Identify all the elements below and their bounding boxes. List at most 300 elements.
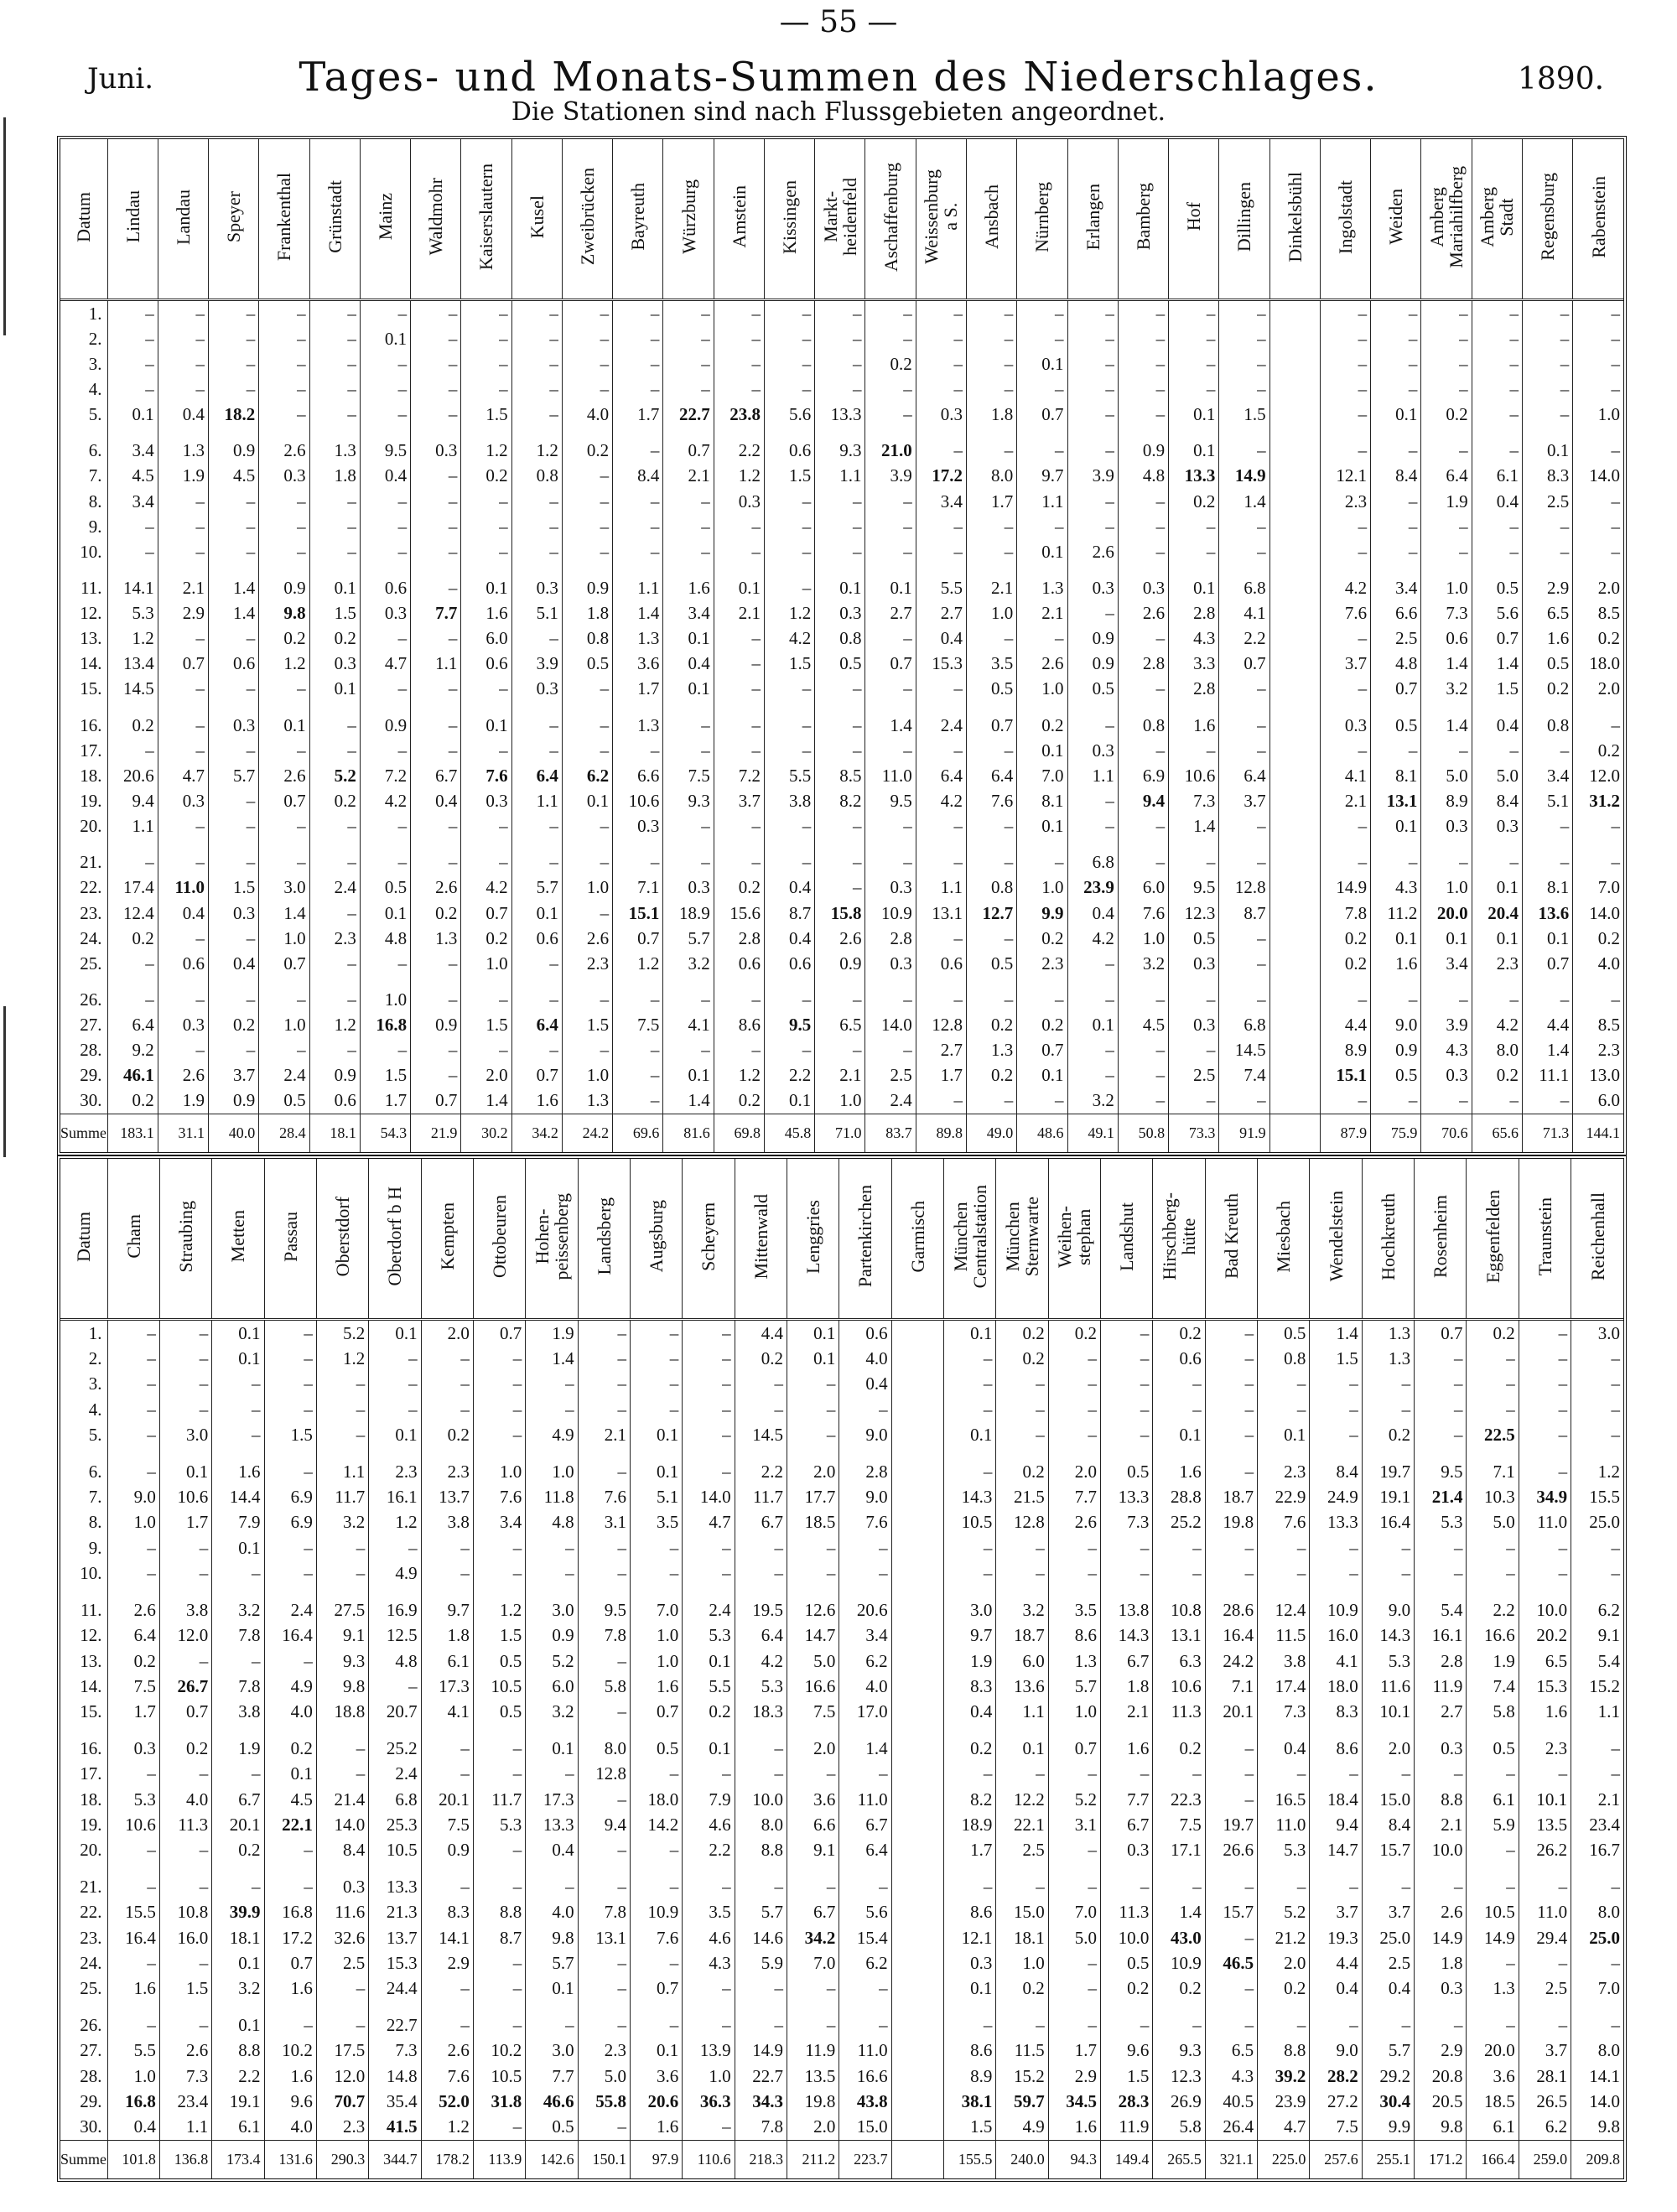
table-row xyxy=(60,1976,1623,2002)
precipitation-value: – xyxy=(309,489,360,514)
column-header-station xyxy=(421,1159,473,1320)
precipitation-value: 6.5 xyxy=(1205,2038,1257,2064)
precipitation-value: 0.2 xyxy=(1258,1976,1310,2002)
precipitation-value: – xyxy=(1169,514,1219,539)
precipitation-value: – xyxy=(787,2012,838,2038)
precipitation-value: – xyxy=(1101,1762,1153,1787)
spacer-cell xyxy=(1258,1448,1310,1459)
precipitation-value: – xyxy=(714,539,764,564)
precipitation-value: 0.2 xyxy=(309,626,360,652)
spacer-cell xyxy=(1269,427,1320,438)
spacer-cell xyxy=(562,564,612,575)
precipitation-value: – xyxy=(209,376,259,402)
precipitation-value: 1.1 xyxy=(1571,1699,1623,1724)
spacer-cell xyxy=(259,976,309,987)
precipitation-value: – xyxy=(212,1372,264,1397)
precipitation-value: – xyxy=(1371,300,1421,327)
precipitation-value: 20.2 xyxy=(1519,1623,1571,1649)
precipitation-value: – xyxy=(360,738,410,763)
precipitation-value: 4.4 xyxy=(1522,1013,1572,1038)
precipitation-value: 17.2 xyxy=(264,1925,316,1950)
precipitation-value: – xyxy=(764,326,814,351)
precipitation-value: – xyxy=(369,1397,421,1422)
spacer-cell xyxy=(663,839,714,850)
column-header-station xyxy=(209,139,259,300)
precipitation-value: 5.3 xyxy=(683,1623,735,1649)
spacer-cell xyxy=(916,702,966,713)
precipitation-value: – xyxy=(630,1397,682,1422)
precipitation-value: – xyxy=(360,351,410,376)
column-header-station xyxy=(1153,1159,1205,1320)
precipitation-value: 6.8 xyxy=(369,1787,421,1812)
precipitation-value: 19.1 xyxy=(1362,1485,1414,1510)
precipitation-value: – xyxy=(1415,1560,1467,1586)
column-header-station xyxy=(839,1159,891,1320)
day-label: 13. xyxy=(80,628,102,649)
spacer-cell xyxy=(1415,1725,1467,1736)
precipitation-value: – xyxy=(916,1088,966,1114)
precipitation-value: – xyxy=(967,850,1017,875)
precipitation-value: – xyxy=(1472,850,1522,875)
precipitation-value: 52.0 xyxy=(421,2089,473,2114)
precipitation-value: 0.1 xyxy=(212,1950,264,1976)
precipitation-value: 0.1 xyxy=(1472,875,1522,901)
precipitation-value: 7.6 xyxy=(421,2064,473,2089)
precipitation-value: 5.2 xyxy=(316,1320,368,1347)
precipitation-value: 16.4 xyxy=(107,1925,159,1950)
spacer-cell xyxy=(1415,2002,1467,2012)
precipitation-value: 13.3 xyxy=(1101,1485,1153,1510)
precipitation-value: – xyxy=(1310,2012,1362,2038)
spacer-cell xyxy=(1421,564,1472,575)
precipitation-value: – xyxy=(411,988,461,1013)
precipitation-value: 2.7 xyxy=(1415,1699,1467,1724)
monthly-sum: 183.1 xyxy=(107,1114,158,1152)
precipitation-value: – xyxy=(1320,1088,1370,1114)
precipitation-value: 0.3 xyxy=(259,464,309,489)
precipitation-value: – xyxy=(578,2115,630,2141)
precipitation-value: 25.2 xyxy=(369,1736,421,1761)
precipitation-value: 8.6 xyxy=(1310,1736,1362,1761)
spacer-cell xyxy=(1169,702,1219,713)
table-row xyxy=(60,376,1623,402)
precipitation-value: 8.7 xyxy=(764,901,814,926)
precipitation-value: 9.8 xyxy=(316,1674,368,1699)
precipitation-value: – xyxy=(1371,351,1421,376)
spacer-cell xyxy=(714,564,764,575)
precipitation-value: 4.7 xyxy=(1258,2115,1310,2141)
precipitation-value: 0.7 xyxy=(630,1699,682,1724)
spacer-cell xyxy=(360,702,410,713)
precipitation-value: 7.8 xyxy=(212,1674,264,1699)
precipitation-value: 18.0 xyxy=(1573,652,1623,677)
spacer-cell xyxy=(1519,1863,1571,1874)
precipitation-value: 26.7 xyxy=(159,1674,211,1699)
spacer-cell xyxy=(158,976,208,987)
station-name: Speyer xyxy=(223,190,245,243)
precipitation-value: 1.0 xyxy=(461,951,511,976)
precipitation-value xyxy=(1269,626,1320,652)
precipitation-value xyxy=(1269,514,1320,539)
precipitation-value: – xyxy=(683,1762,735,1787)
column-header-station xyxy=(865,139,916,300)
table-row xyxy=(60,1762,1623,1787)
table-row xyxy=(60,539,1623,564)
precipitation-value: 11.7 xyxy=(316,1485,368,1510)
precipitation-value: 5.5 xyxy=(764,763,814,788)
precipitation-value: – xyxy=(787,1560,838,1586)
spacer-cell xyxy=(916,976,966,987)
precipitation-value: – xyxy=(944,1372,996,1397)
precipitation-value: 11.6 xyxy=(1362,1674,1414,1699)
precipitation-value: – xyxy=(996,1397,1048,1422)
precipitation-value: – xyxy=(1205,1372,1257,1397)
precipitation-value: 6.1 xyxy=(1467,2115,1519,2141)
precipitation-value: 13.6 xyxy=(996,1674,1048,1699)
precipitation-value: 14.3 xyxy=(944,1485,996,1510)
monthly-sum: 321.1 xyxy=(1205,2140,1257,2178)
precipitation-value: 0.5 xyxy=(562,652,612,677)
precipitation-value: – xyxy=(1219,351,1269,376)
precipitation-value: 0.8 xyxy=(1258,1346,1310,1371)
precipitation-value: – xyxy=(264,1838,316,1863)
precipitation-value: 4.8 xyxy=(526,1510,578,1535)
precipitation-value: – xyxy=(1571,1736,1623,1761)
precipitation-value: 7.6 xyxy=(630,1925,682,1950)
monthly-sum: 171.2 xyxy=(1415,2140,1467,2178)
precipitation-value: – xyxy=(735,2012,787,2038)
precipitation-value: – xyxy=(1219,439,1269,464)
precipitation-value: – xyxy=(630,1560,682,1586)
precipitation-value: 2.5 xyxy=(1522,489,1572,514)
precipitation-value: 2.4 xyxy=(683,1597,735,1623)
precipitation-value: 7.9 xyxy=(683,1787,735,1812)
precipitation-value: 10.3 xyxy=(1467,1485,1519,1510)
precipitation-value: 14.0 xyxy=(316,1812,368,1837)
station-name: Rabenstein xyxy=(1587,175,1609,258)
precipitation-value: 1.5 xyxy=(264,1422,316,1447)
precipitation-value: 13.1 xyxy=(578,1925,630,1950)
column-header-station xyxy=(316,1159,368,1320)
precipitation-value: 5.7 xyxy=(735,1900,787,1925)
precipitation-value: 1.5 xyxy=(473,1623,525,1649)
precipitation-value: 15.0 xyxy=(996,1900,1048,1925)
precipitation-value: – xyxy=(1467,2012,1519,2038)
column-header-station xyxy=(526,1159,578,1320)
table-row xyxy=(60,489,1623,514)
precipitation-value: 7.6 xyxy=(461,763,511,788)
precipitation-value: – xyxy=(411,300,461,327)
precipitation-value: – xyxy=(107,1397,159,1422)
precipitation-value: 0.7 xyxy=(511,1063,562,1088)
precipitation-value: – xyxy=(1219,326,1269,351)
precipitation-value: 4.3 xyxy=(1205,2064,1257,2089)
precipitation-value: 0.2 xyxy=(683,1699,735,1724)
precipitation-value: 0.1 xyxy=(212,2012,264,2038)
precipitation-value: 4.0 xyxy=(264,1699,316,1724)
precipitation-value xyxy=(891,1736,943,1761)
precipitation-value: 12.1 xyxy=(1320,464,1370,489)
precipitation-value: 9.3 xyxy=(1153,2038,1205,2064)
precipitation-value: 10.1 xyxy=(1519,1787,1571,1812)
precipitation-value: – xyxy=(714,514,764,539)
month-label: Juni. xyxy=(87,62,154,96)
precipitation-value: 5.4 xyxy=(1571,1649,1623,1674)
day-label: 19. xyxy=(80,790,102,811)
precipitation-value: 2.6 xyxy=(815,926,865,951)
precipitation-value: – xyxy=(259,402,309,427)
table-row xyxy=(60,988,1623,1013)
precipitation-value: – xyxy=(1371,539,1421,564)
precipitation-value: – xyxy=(1048,2012,1100,2038)
precipitation-value: 4.5 xyxy=(1118,1013,1168,1038)
precipitation-value: – xyxy=(1219,738,1269,763)
precipitation-value: – xyxy=(578,1976,630,2002)
precipitation-value: – xyxy=(309,326,360,351)
precipitation-value xyxy=(1269,652,1320,677)
precipitation-value: 23.9 xyxy=(1067,875,1118,901)
precipitation-value: – xyxy=(511,988,562,1013)
spacer-cell xyxy=(1017,976,1067,987)
precipitation-value: 1.1 xyxy=(1067,763,1118,788)
precipitation-value: 26.5 xyxy=(1519,2089,1571,2114)
precipitation-value: – xyxy=(461,850,511,875)
precipitation-value: 34.3 xyxy=(735,2089,787,2114)
precipitation-value: – xyxy=(411,576,461,601)
precipitation-value: – xyxy=(1048,1535,1100,1560)
precipitation-value: 2.2 xyxy=(212,2064,264,2089)
precipitation-value: 2.7 xyxy=(865,601,916,626)
precipitation-value: – xyxy=(1573,489,1623,514)
precipitation-value: 0.4 xyxy=(663,652,714,677)
monthly-sum: 218.3 xyxy=(735,2140,787,2178)
precipitation-value: 5.0 xyxy=(787,1649,838,1674)
day-label: 20. xyxy=(80,1840,102,1861)
precipitation-value: 1.7 xyxy=(613,677,663,702)
precipitation-value: 5.3 xyxy=(735,1674,787,1699)
precipitation-value: 27.2 xyxy=(1310,2089,1362,2114)
precipitation-value: 1.0 xyxy=(815,1088,865,1114)
precipitation-value: – xyxy=(411,677,461,702)
precipitation-value: – xyxy=(159,1346,211,1371)
precipitation-value: 0.3 xyxy=(107,1736,159,1761)
precipitation-value: 2.1 xyxy=(714,601,764,626)
precipitation-value: – xyxy=(107,514,158,539)
precipitation-value: 0.2 xyxy=(1421,402,1472,427)
precipitation-value: 9.0 xyxy=(1371,1013,1421,1038)
station-name: Hochkreuth xyxy=(1377,1192,1399,1280)
spacer-cell xyxy=(865,976,916,987)
precipitation-value: – xyxy=(1371,439,1421,464)
precipitation-value: – xyxy=(309,514,360,539)
precipitation-value: – xyxy=(562,489,612,514)
precipitation-value xyxy=(1269,875,1320,901)
table-row xyxy=(60,439,1623,464)
spacer-cell xyxy=(159,1725,211,1736)
precipitation-value: – xyxy=(630,1762,682,1787)
precipitation-value: 7.6 xyxy=(1258,1510,1310,1535)
spacer-cell xyxy=(60,976,107,987)
monthly-sum: 144.1 xyxy=(1573,1114,1623,1152)
precipitation-value: 4.3 xyxy=(683,1950,735,1976)
precipitation-value: – xyxy=(1153,2012,1205,2038)
precipitation-value: 6.4 xyxy=(511,1013,562,1038)
precipitation-value: 4.7 xyxy=(360,652,410,677)
precipitation-value: 17.3 xyxy=(421,1674,473,1699)
day-label: 29. xyxy=(80,1065,102,1086)
precipitation-value xyxy=(1269,677,1320,702)
precipitation-value: 1.6 xyxy=(511,1088,562,1114)
precipitation-value: 1.6 xyxy=(107,1976,159,2002)
precipitation-value: 28.2 xyxy=(1310,2064,1362,2089)
precipitation-value: – xyxy=(411,514,461,539)
precipitation-value: 12.0 xyxy=(159,1623,211,1649)
station-name: Straubing xyxy=(174,1200,196,1273)
precipitation-value: – xyxy=(944,1346,996,1371)
precipitation-value: – xyxy=(107,1422,159,1447)
precipitation-value: 2.0 xyxy=(1573,576,1623,601)
column-header-station xyxy=(764,139,814,300)
precipitation-value: – xyxy=(1118,813,1168,839)
precipitation-value: – xyxy=(1048,1560,1100,1586)
precipitation-value: – xyxy=(967,926,1017,951)
precipitation-value: – xyxy=(839,1762,891,1787)
precipitation-value: 15.3 xyxy=(1519,1674,1571,1699)
spacer-cell xyxy=(369,1448,421,1459)
precipitation-value: – xyxy=(264,1320,316,1347)
precipitation-value: – xyxy=(1118,402,1168,427)
precipitation-value: – xyxy=(159,1560,211,1586)
precipitation-value: – xyxy=(1522,300,1572,327)
precipitation-value xyxy=(891,1787,943,1812)
spacer-cell xyxy=(421,1863,473,1874)
precipitation-value: – xyxy=(1571,1372,1623,1397)
precipitation-value: 0.4 xyxy=(764,875,814,901)
day-label: 3. xyxy=(88,353,102,374)
precipitation-value: 1.3 xyxy=(411,926,461,951)
spacer-cell xyxy=(264,1448,316,1459)
precipitation-value: 4.1 xyxy=(663,1013,714,1038)
precipitation-value: – xyxy=(683,1976,735,2002)
precipitation-value: – xyxy=(865,300,916,327)
precipitation-value: 3.7 xyxy=(1320,652,1370,677)
spacer-cell xyxy=(764,976,814,987)
precipitation-value: 2.2 xyxy=(714,439,764,464)
precipitation-value xyxy=(891,2012,943,2038)
precipitation-value: – xyxy=(714,326,764,351)
precipitation-value: 7.5 xyxy=(613,1013,663,1038)
precipitation-value: 3.0 xyxy=(944,1597,996,1623)
spacer-cell xyxy=(1269,564,1320,575)
precipitation-value: 3.4 xyxy=(1522,763,1572,788)
precipitation-value: 10.0 xyxy=(1415,1838,1467,1863)
precipitation-value: 1.6 xyxy=(461,601,511,626)
spacer-cell xyxy=(1519,2002,1571,2012)
precipitation-value: 13.1 xyxy=(1153,1623,1205,1649)
precipitation-value: 0.1 xyxy=(360,326,410,351)
precipitation-value: – xyxy=(663,514,714,539)
precipitation-value: 0.7 xyxy=(1017,402,1067,427)
precipitation-value: – xyxy=(107,326,158,351)
precipitation-value: – xyxy=(309,539,360,564)
precipitation-value: 9.6 xyxy=(1101,2038,1153,2064)
day-label: 15. xyxy=(80,678,102,699)
precipitation-value: 6.4 xyxy=(1421,464,1472,489)
precipitation-value: 0.1 xyxy=(663,1063,714,1088)
precipitation-value: – xyxy=(865,677,916,702)
precipitation-value: 14.6 xyxy=(735,1925,787,1950)
station-name: Zweibrücken xyxy=(576,168,598,266)
precipitation-value: 4.5 xyxy=(209,464,259,489)
station-name: Weihen- stephan xyxy=(1054,1205,1095,1268)
precipitation-value: 1.0 xyxy=(107,1510,159,1535)
precipitation-value: – xyxy=(1101,1346,1153,1371)
spacer-cell xyxy=(1310,1863,1362,1874)
precipitation-value: 9.8 xyxy=(1571,2115,1623,2141)
precipitation-value: 3.8 xyxy=(764,788,814,813)
station-name: Hohen- peissenberg xyxy=(531,1192,572,1280)
spacer-cell xyxy=(1320,564,1370,575)
precipitation-table-lower xyxy=(57,1155,1627,2182)
spacer-cell xyxy=(107,427,158,438)
spacer-cell xyxy=(1101,2002,1153,2012)
precipitation-value: – xyxy=(967,988,1017,1013)
monthly-sum: 71.0 xyxy=(815,1114,865,1152)
station-name: Hirschberg- hütte xyxy=(1158,1192,1200,1280)
day-label: 21. xyxy=(80,1876,102,1897)
precipitation-value: 2.3 xyxy=(1472,951,1522,976)
table-row xyxy=(60,1699,1623,1724)
precipitation-value: 2.8 xyxy=(1169,601,1219,626)
precipitation-value: – xyxy=(613,514,663,539)
day-label: 16. xyxy=(80,1737,102,1758)
precipitation-value: 9.8 xyxy=(526,1925,578,1950)
spacer-cell xyxy=(360,976,410,987)
precipitation-value: – xyxy=(764,539,814,564)
precipitation-value: – xyxy=(1320,813,1370,839)
precipitation-value: – xyxy=(159,1397,211,1422)
precipitation-value: – xyxy=(1153,1397,1205,1422)
monthly-sum: 223.7 xyxy=(839,2140,891,2178)
precipitation-value: 0.3 xyxy=(209,713,259,738)
precipitation-value: 1.3 xyxy=(1048,1649,1100,1674)
precipitation-value: – xyxy=(411,1063,461,1088)
precipitation-value: – xyxy=(511,713,562,738)
precipitation-value: 7.9 xyxy=(212,1510,264,1535)
precipitation-value: 0.1 xyxy=(944,1422,996,1447)
spacer-cell xyxy=(209,976,259,987)
table-row xyxy=(60,1372,1623,1397)
spacer-cell xyxy=(865,702,916,713)
precipitation-value: 0.1 xyxy=(1169,402,1219,427)
precipitation-value: – xyxy=(421,1874,473,1899)
station-name: Scheyern xyxy=(698,1202,719,1271)
precipitation-value: – xyxy=(1310,1535,1362,1560)
precipitation-value: 0.2 xyxy=(107,1088,158,1114)
table-row xyxy=(60,1013,1623,1038)
precipitation-value: – xyxy=(1467,1397,1519,1422)
precipitation-value: 15.0 xyxy=(839,2115,891,2141)
precipitation-value: 14.2 xyxy=(630,1812,682,1837)
precipitation-value: 4.7 xyxy=(683,1510,735,1535)
precipitation-value: – xyxy=(1067,351,1118,376)
precipitation-value: – xyxy=(411,713,461,738)
precipitation-value: 0.7 xyxy=(1371,677,1421,702)
precipitation-value: 0.8 xyxy=(967,875,1017,901)
spacer-cell xyxy=(1571,2002,1623,2012)
precipitation-value: – xyxy=(107,850,158,875)
precipitation-value: – xyxy=(683,1422,735,1447)
